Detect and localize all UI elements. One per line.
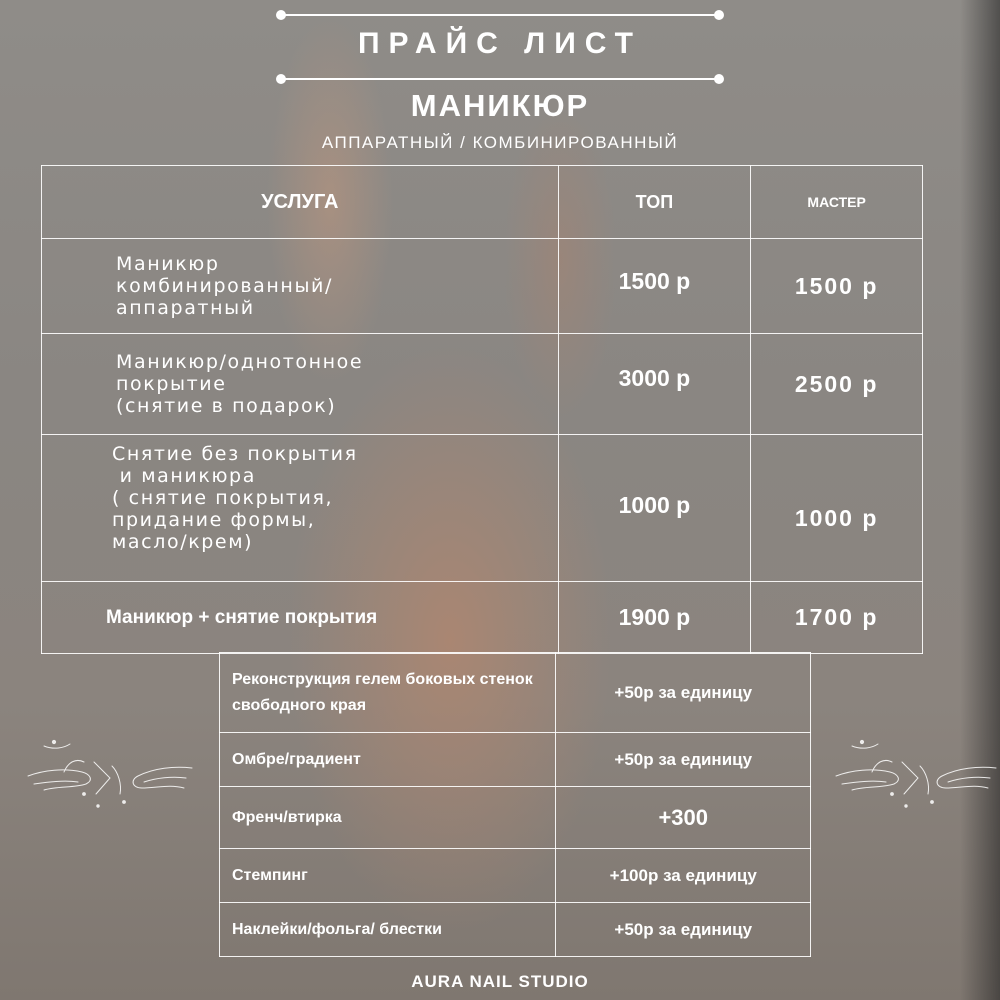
top-divider-line (281, 14, 719, 16)
service-name: Маникюр комбинированный/ аппаратный (42, 239, 559, 334)
table-row (42, 239, 923, 334)
brand-footer: AURA NAIL STUDIO (411, 972, 589, 991)
extras-row (220, 903, 811, 957)
price-table-header (42, 166, 923, 239)
service-name: Снятие без покрытия и маникюра ( снятие покрытия, придание формы, масло/крем) (42, 435, 559, 582)
page-title: ПРАЙС ЛИСТ (357, 27, 643, 60)
extra-price: +50р за единицу (556, 903, 811, 957)
extra-price: +300 (556, 787, 811, 849)
header-service: УСЛУГА (42, 166, 559, 239)
table-row (42, 435, 923, 582)
price-top: 3000 р (558, 334, 751, 435)
header-master: МАСТЕР (751, 166, 923, 239)
middle-divider-line (281, 78, 719, 80)
price-master: 1000 р (751, 435, 923, 582)
divider-dot (714, 74, 724, 84)
divider-dot (714, 10, 724, 20)
section-title: МАНИКЮР (410, 88, 590, 123)
hands-line-art-icon (24, 732, 196, 812)
extra-name: Реконструкция гелем боковых стенок свободного края (220, 653, 556, 733)
extra-name: Омбре/градиент (220, 733, 556, 787)
hands-line-art-icon (832, 732, 1000, 812)
price-master: 1500 р (751, 239, 923, 334)
extras-table (219, 652, 811, 957)
table-row (42, 582, 923, 654)
extra-price: +50р за единицу (556, 653, 811, 733)
extra-name: Стемпинг (220, 849, 556, 903)
extras-row (220, 733, 811, 787)
extra-price: +50р за единицу (556, 733, 811, 787)
divider-dot (276, 10, 286, 20)
extras-row (220, 849, 811, 903)
price-master: 2500 р (751, 334, 923, 435)
extras-row (220, 787, 811, 849)
service-name: Маникюр + снятие покрытия (42, 582, 559, 654)
section-subtitle: АППАРАТНЫЙ / КОМБИНИРОВАННЫЙ (321, 133, 679, 152)
price-master: 1700 р (751, 582, 923, 654)
extra-name: Наклейки/фольга/ блестки (220, 903, 556, 957)
divider-dot (276, 74, 286, 84)
service-name: Маникюр/однотонное покрытие (снятие в подарок) (42, 334, 559, 435)
extra-price: +100р за единицу (556, 849, 811, 903)
price-top: 1000 р (558, 435, 751, 582)
price-top: 1900 р (558, 582, 751, 654)
table-row (42, 334, 923, 435)
extras-row (220, 653, 811, 733)
extra-name: Френч/втирка (220, 787, 556, 849)
price-top: 1500 р (558, 239, 751, 334)
price-table (41, 165, 923, 654)
header-top: ТОП (558, 166, 751, 239)
